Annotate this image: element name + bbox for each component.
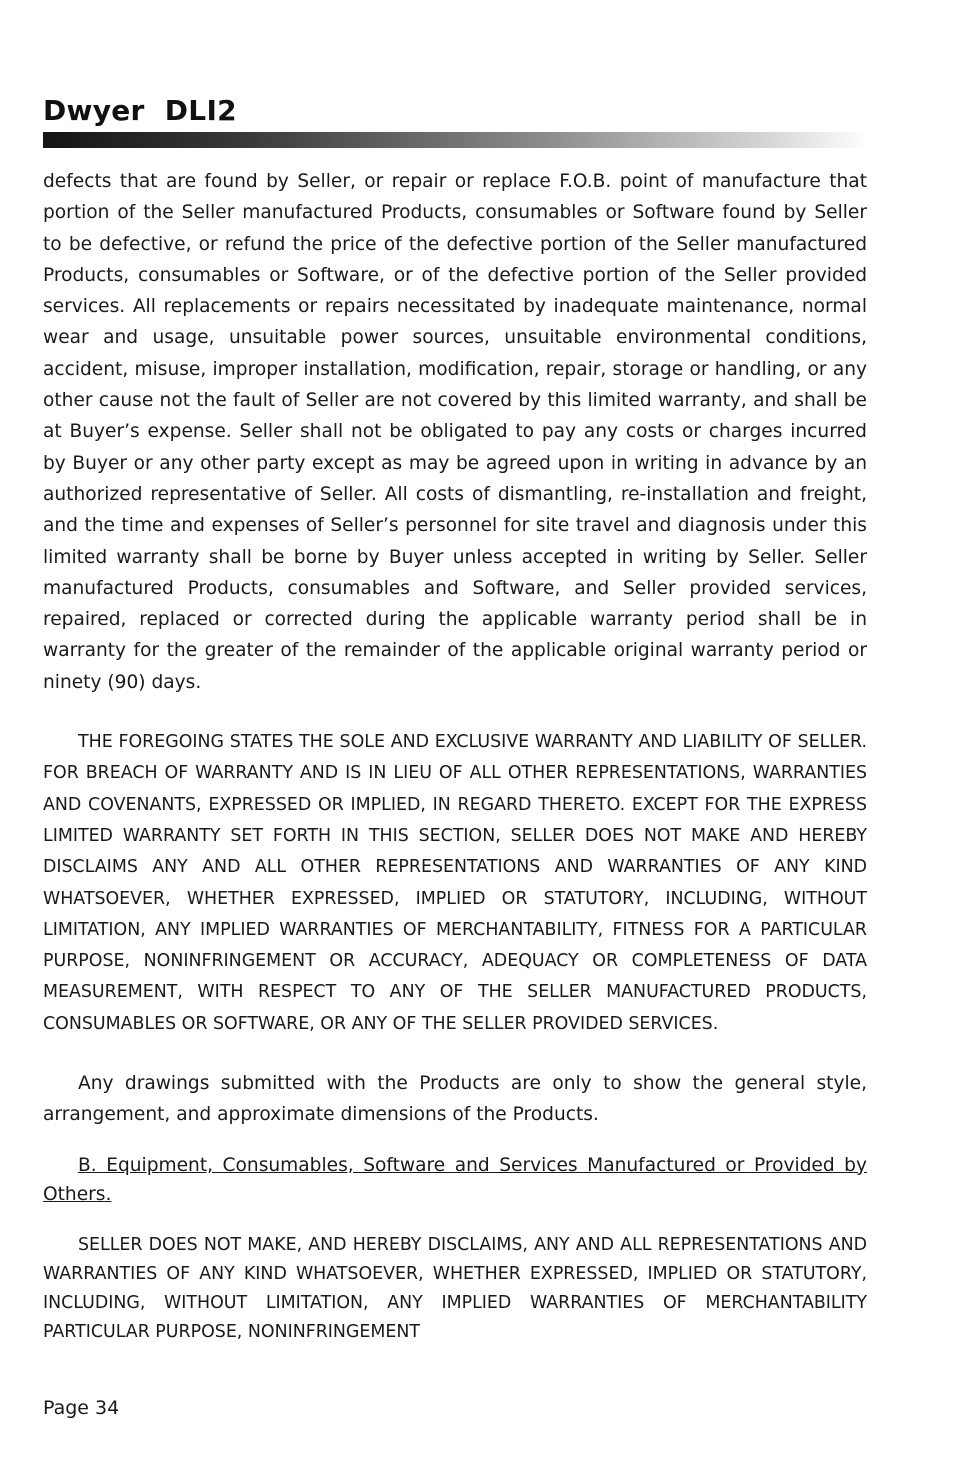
paragraph-drawings: Any drawings submitted with the Products are only to show the general style, arrangement, and approximate dimensions of the Products. bbox=[43, 1073, 867, 1126]
section-heading-text: B. Equipment, Consumables, Software and Services Manufactured or Provided by Others. bbox=[43, 1154, 867, 1205]
header-gradient-bar bbox=[43, 132, 868, 148]
document-body bbox=[43, 166, 867, 1347]
page-title: Dwyer DLI2 bbox=[43, 94, 237, 127]
paragraph-others-disclaimer: SELLER DOES NOT MAKE, AND HEREBY DISCLAIMS, ANY AND ALL REPRESENTATIONS AND WARRANTIES OF ANY KIND WHATSOEVER, WHETHER EXPRESSED, IMPLIED OR STATUTORY, INCLUDING, WITHOUT LIMITATION, ANY IMPLIED WARRANTIES OF MERCHANTABILITY PARTICULAR PURPOSE, NONINFRINGEMENT bbox=[43, 1234, 867, 1342]
section-heading bbox=[43, 1151, 867, 1209]
page-number: Page 34 bbox=[43, 1397, 120, 1419]
paragraph-warranty-remedies: defects that are found by Seller, or repair or replace F.O.B. point of manufacture that portion of the Seller manufactured Products, consumables or Software found by Seller to be defective, or refund the price of the defective portion of the Seller manufactured Products, consumables or Software, or of the defective portion of the Seller provided services. All replacements or repairs necessitated by inadequate maintenance, normal wear and usage, unsuitable power sources, unsuitable environmental conditions, accident, misuse, improper installation, modification, repair, storage or handling, or any other cause not the fault of Seller are not covered by this limited warranty, and shall be at Buyer’s expense. Seller shall not be obligated to pay any costs or charges incurred by Buyer or any other party except as may be agreed upon in writing in advance by an authorized representative of Seller. All costs of dismantling, re-installation and freight, and the time and expenses of Seller’s personnel for site travel and diagnosis under this limited warranty shall be borne by Buyer unless accepted in writing by Seller. Seller manufactured Products, consumables and Software, and Seller provided services, repaired, replaced or corrected during the applicable warranty period shall be in warranty for the greater of the remainder of the applicable original warranty period or ninety (90) days. bbox=[43, 171, 867, 693]
paragraph-disclaimer: THE FOREGOING STATES THE SOLE AND EXCLUSIVE WARRANTY AND LIABILITY OF SELLER. FOR BREACH OF WARRANTY AND IS IN LIEU OF ALL OTHER REPRESENTATIONS, WARRANTIES AND COVENANTS, EXPRESSED OR IMPLIED, IN REGARD THERETO. EXCEPT FOR THE EXPRESS LIMITED WARRANTY SET FORTH IN THIS SECTION, SELLER DOES NOT MAKE AND HEREBY DISCLAIMS ANY AND ALL OTHER REPRESENTATIONS AND WARRANTIES OF ANY KIND WHATSOEVER, WHETHER EXPRESSED, IMPLIED OR STATUTORY, INCLUDING, WITHOUT LIMITATION, ANY IMPLIED WARRANTIES OF MERCHANTABILITY, FITNESS FOR A PARTICULAR PURPOSE, NONINFRINGEMENT OR ACCURACY, ADEQUACY OR COMPLETENESS OF DATA MEASUREMENT, WITH RESPECT TO ANY OF THE SELLER MANUFACTURED PRODUCTS, CONSUMABLES OR SOFTWARE, OR ANY OF THE SELLER PROVIDED SERVICES. bbox=[43, 732, 867, 1034]
